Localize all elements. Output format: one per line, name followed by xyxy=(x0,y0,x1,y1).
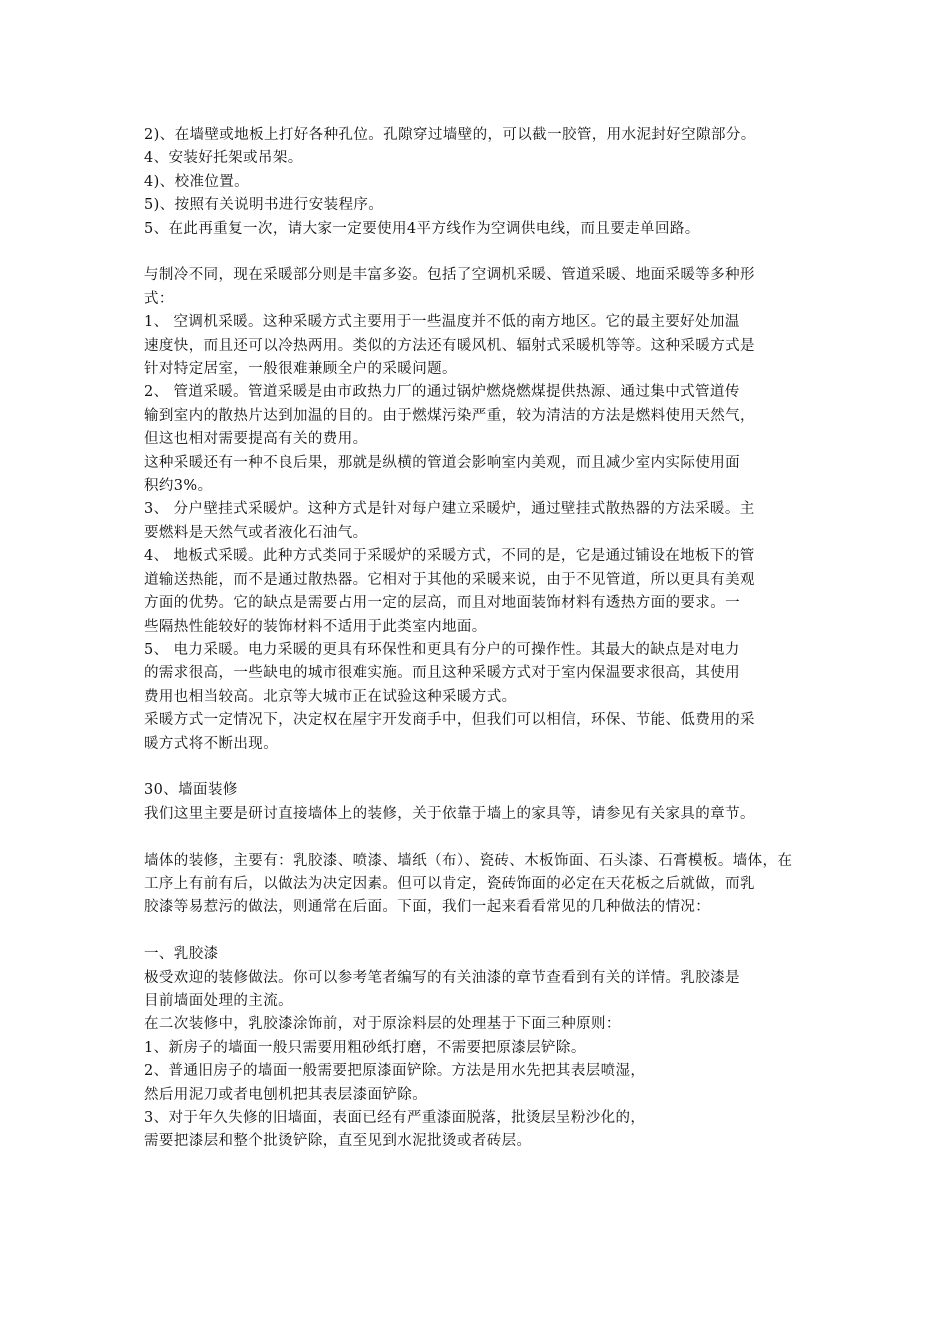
text-line: 工序上有前有后，以做法为决定因素。但可以肯定，瓷砖饰面的必定在天花板之后就做，而乳 xyxy=(144,875,755,892)
text-line: 这种采暖还有一种不良后果，那就是纵横的管道会影响室内美观，而且减少室内实际使用面 xyxy=(144,454,740,471)
text-line: 2、 管道采暖。管道采暖是由市政热力厂的通过锅炉燃烧燃煤提供热源、通过集中式管道传 xyxy=(144,384,740,401)
text-line: 要燃料是天然气或者液化石油气。 xyxy=(144,524,368,541)
text-line: 5、在此再重复一次，请大家一定要使用4平方线作为空调供电线，而且要走单回路。 xyxy=(144,220,700,237)
text-line: 目前墙面处理的主流。 xyxy=(144,992,293,1009)
text-line: 在二次装修中，乳胶漆涂饰前，对于原涂料层的处理基于下面三种原则： xyxy=(144,1016,621,1033)
document-body xyxy=(144,124,824,1154)
text-line: 的需求很高，一些缺电的城市很难实施。而且这种采暖方式对于室内保温要求很高，其使用 xyxy=(144,665,740,682)
text-line: 4、 地板式采暖。此种方式类同于采暖炉的采暖方式，不同的是，它是通过铺设在地板下的管 xyxy=(144,548,755,565)
text-line: 我们这里主要是研讨直接墙体上的装修，关于依靠于墙上的家具等，请参见有关家具的章节。 xyxy=(144,805,755,822)
text-line: 但这也相对需要提高有关的费用。 xyxy=(144,431,368,448)
text-line: 需要把漆层和整个批烫铲除，直至见到水泥批烫或者砖层。 xyxy=(144,1133,532,1150)
text-line: 暖方式将不断出现。 xyxy=(144,735,279,752)
text-line: 费用也相当较高。北京等大城市正在试验这种采暖方式。 xyxy=(144,688,517,705)
text-line: 1、新房子的墙面一般只需要用粗砂纸打磨，不需要把原漆层铲除。 xyxy=(144,1039,586,1056)
text-line: 5、 电力采暖。电力采暖的更具有环保性和更具有分户的可操作性。其最大的缺点是对电力 xyxy=(144,641,740,658)
text-line: 极受欢迎的装修做法。你可以参考笔者编写的有关油漆的章节查看到有关的详情。乳胶漆是 xyxy=(144,969,740,986)
blank-line xyxy=(144,920,824,943)
text-line: 方面的优势。它的缺点是需要占用一定的层高，而且对地面装饰材料有透热方面的要求。一 xyxy=(144,595,740,612)
blank-line xyxy=(144,241,824,264)
text-line: 墙体的装修，主要有：乳胶漆、喷漆、墙纸（布）、瓷砖、木板饰面、石头漆、石膏模板。墙体，在 xyxy=(144,852,793,869)
text-line: 4、安装好托架或吊架。 xyxy=(144,150,303,167)
section-heading: 30、墙面装修 xyxy=(144,782,238,799)
text-line: 式： xyxy=(144,290,174,307)
text-line: 然后用泥刀或者电刨机把其表层漆面铲除。 xyxy=(144,1086,428,1103)
text-line: 3、对于年久失修的旧墙面，表面已经有严重漆面脱落，批烫层呈粉沙化的， xyxy=(144,1110,646,1126)
text-line: 道输送热能，而不是通过散热器。它相对于其他的采暖来说，由于不见管道，所以更具有美观 xyxy=(144,571,755,588)
text-line: 速度快，而且还可以冷热两用。类似的方法还有暖风机、辐射式采暖机等等。这种采暖方式是 xyxy=(144,337,755,354)
text-line: 针对特定居室，一般很难兼顾全户的采暖问题。 xyxy=(144,361,457,378)
text-line: 积约3%。 xyxy=(144,478,213,495)
text-line: 采暖方式一定情况下，决定权在屋宇开发商手中，但我们可以相信，环保、节能、低费用的采 xyxy=(144,712,755,729)
text-line: 输到室内的散热片达到加温的目的。由于燃煤污染严重，较为清洁的方法是燃料使用天然气， xyxy=(144,407,755,424)
blank-line xyxy=(144,756,824,779)
text-line: 胶漆等易惹污的做法，则通常在后面。下面，我们一起来看看常见的几种做法的情况： xyxy=(144,899,711,916)
text-line: 与制冷不同，现在采暖部分则是丰富多姿。包括了空调机采暖、管道采暖、地面采暖等多种形 xyxy=(144,267,755,284)
text-line: 3、 分户壁挂式采暖炉。这种方式是针对每户建立采暖炉，通过壁挂式散热器的方法采暖。主 xyxy=(144,501,755,518)
blank-line xyxy=(144,826,824,849)
text-line: 些隔热性能较好的装饰材料不适用于此类室内地面。 xyxy=(144,618,487,635)
subsection-heading: 一、乳胶漆 xyxy=(144,946,219,963)
text-line: 1、 空调机采暖。这种采暖方式主要用于一些温度并不低的南方地区。它的最主要好处加温 xyxy=(144,314,740,331)
text-line: 2、普通旧房子的墙面一般需要把原漆面铲除。方法是用水先把其表层喷湿， xyxy=(144,1063,646,1080)
text-line: 4)、校准位置。 xyxy=(144,173,250,190)
text-line: 2)、在墙壁或地板上打好各种孔位。孔隙穿过墙壁的，可以截一胶管，用水泥封好空隙部分。 xyxy=(144,127,756,143)
text-line: 5)、按照有关说明书进行安装程序。 xyxy=(144,197,384,214)
